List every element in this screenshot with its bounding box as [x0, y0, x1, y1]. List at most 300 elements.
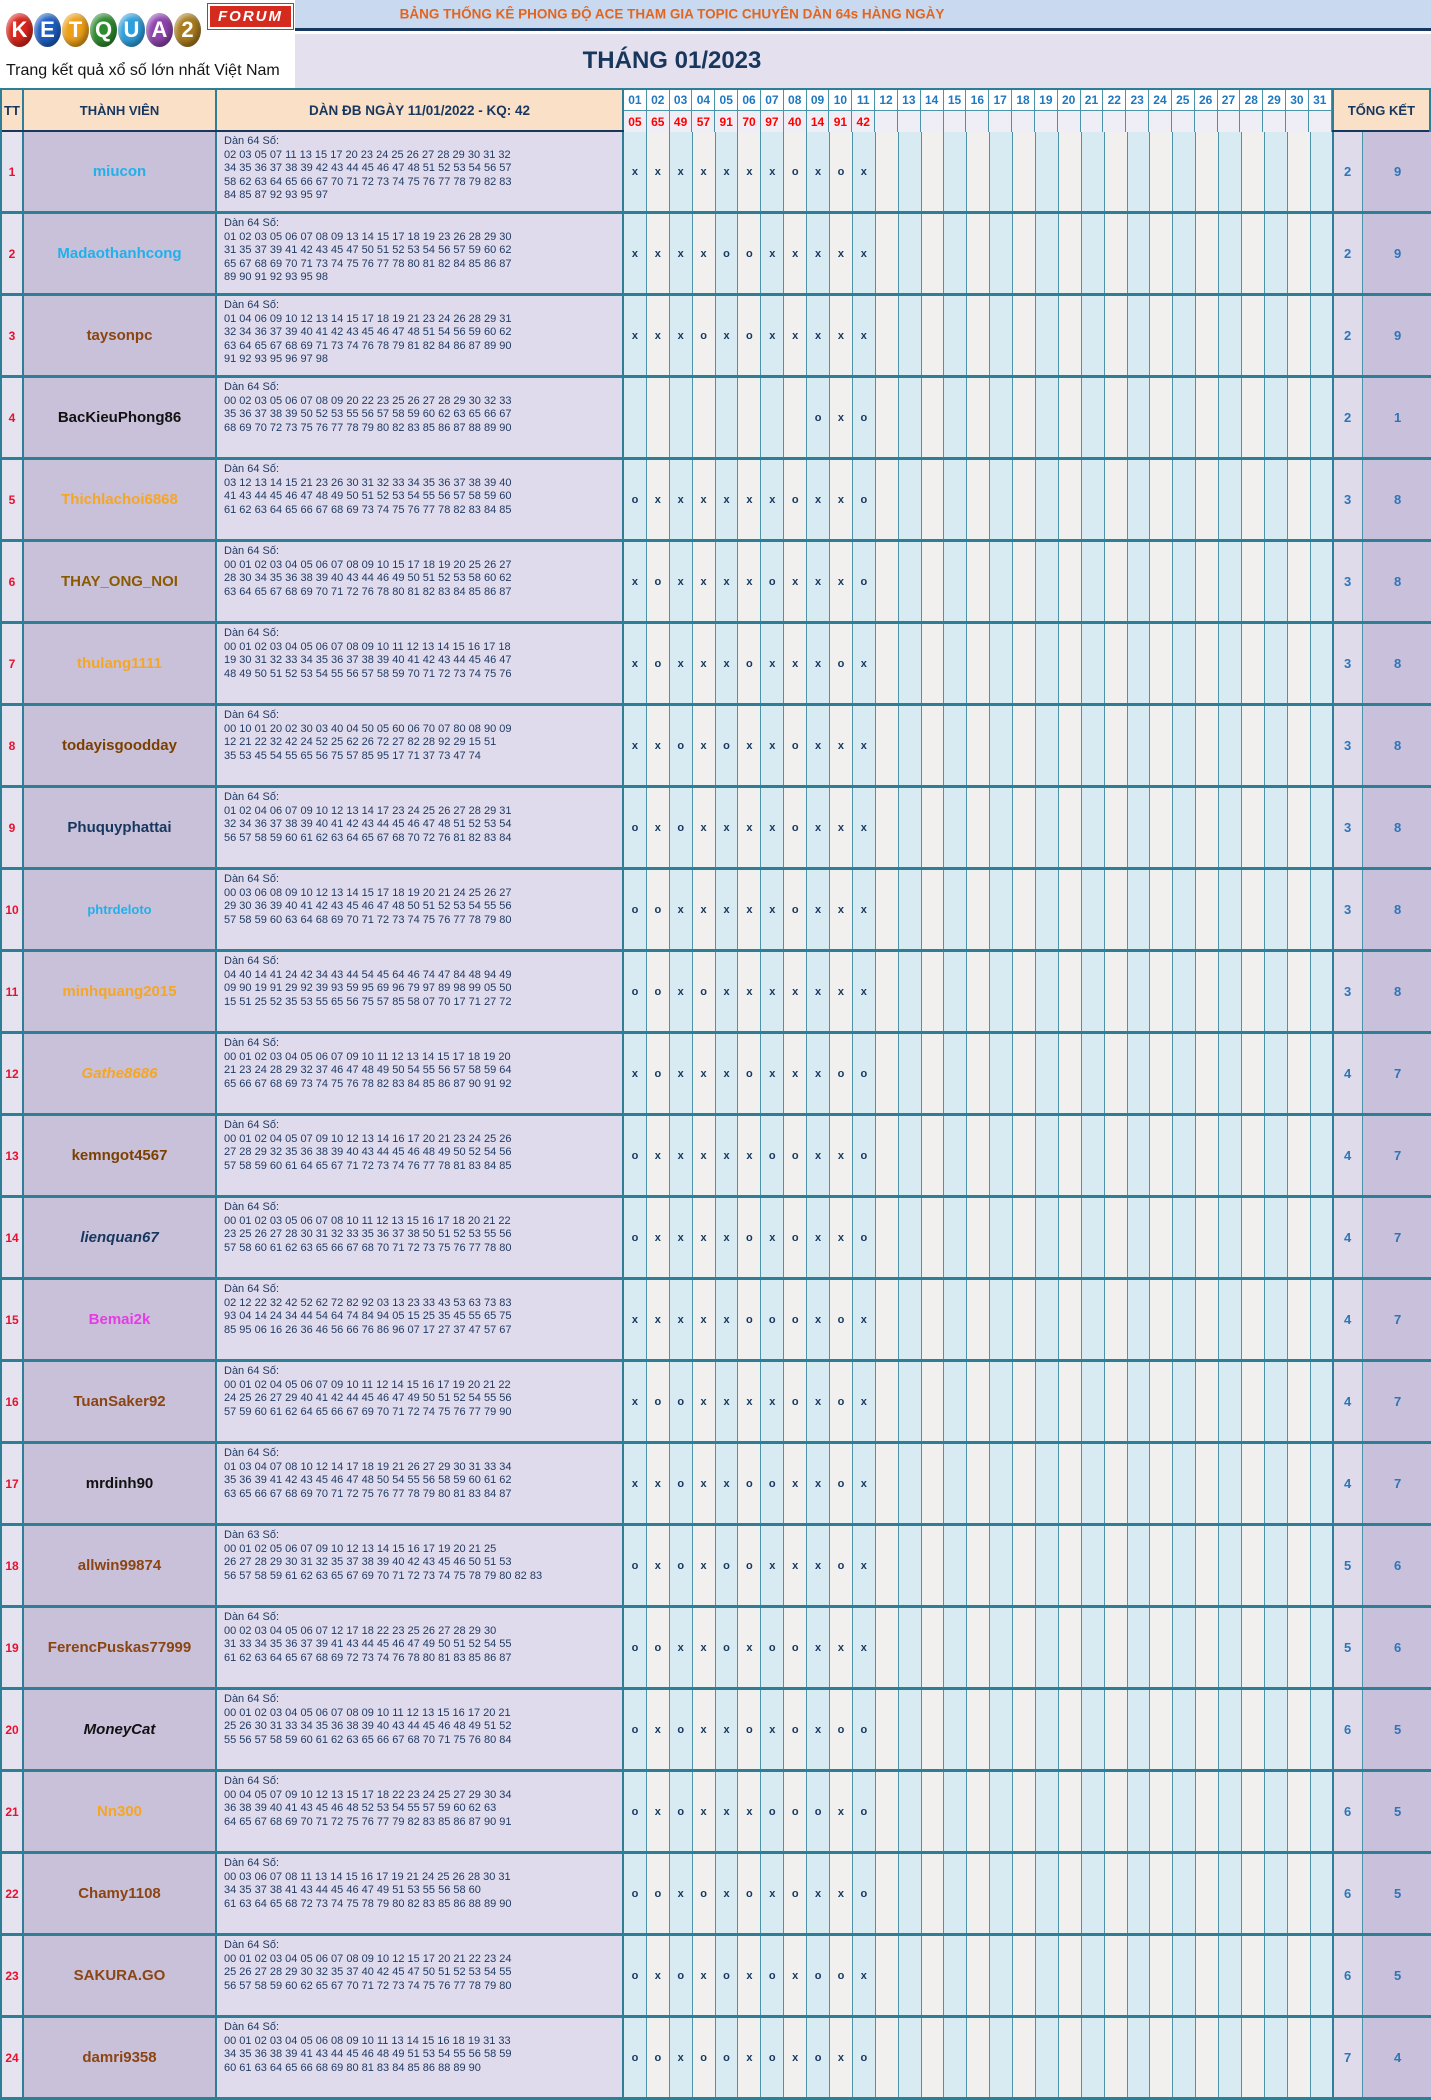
total-col1-value: 5	[1334, 1608, 1363, 1687]
member-name[interactable]: kemngot4567	[71, 1147, 168, 1164]
day-result-26	[1195, 111, 1218, 132]
mark-cell-day-28	[1242, 460, 1265, 539]
row-number: 10	[2, 870, 24, 949]
mark-cell-day-05: o	[716, 706, 739, 785]
day-header-27: 27	[1218, 90, 1241, 111]
mark-cell-day-10: x	[830, 214, 853, 293]
day-header-08: 08	[784, 90, 807, 111]
member-name[interactable]: Bemai2k	[88, 1311, 151, 1328]
mark-cell-day-08: o	[784, 870, 807, 949]
member-name[interactable]: Thichlachoi6868	[61, 491, 178, 508]
mark-cell-day-18	[1013, 870, 1036, 949]
mark-cell-day-25	[1173, 542, 1196, 621]
dan-line: 02 03 05 07 11 13 15 17 20 23 24 25 26 27 28 29 30 31 32	[224, 148, 511, 161]
mark-cell-day-27	[1219, 460, 1242, 539]
mark-cell-day-18	[1013, 460, 1036, 539]
mark-cell-day-08: x	[784, 624, 807, 703]
member-cell	[24, 1362, 217, 1441]
mark-cell-day-02: x	[647, 1772, 670, 1851]
mark-cell-day-19	[1036, 624, 1059, 703]
mark-cell-day-23	[1128, 1608, 1151, 1687]
mark-cell-day-07: x	[761, 1526, 784, 1605]
total-col1-value: 4	[1334, 1280, 1363, 1359]
mark-cell-day-06: o	[738, 296, 761, 375]
mark-cell-day-31	[1311, 706, 1334, 785]
mark-cell-day-10: x	[830, 1772, 853, 1851]
mark-cell-day-09: x	[807, 296, 830, 375]
mark-cell-day-11: x	[853, 1526, 876, 1605]
mark-cell-day-11: o	[853, 1034, 876, 1113]
dan-line: 61 62 63 64 65 66 67 68 69 73 74 75 76 77 78 82 83 84 85	[224, 503, 512, 516]
mark-cell-day-10: o	[830, 624, 853, 703]
mark-cell-day-14	[922, 542, 945, 621]
member-name[interactable]: MoneyCat	[83, 1721, 156, 1738]
mark-cell-day-08	[784, 378, 807, 457]
mark-cell-day-09: x	[807, 214, 830, 293]
mark-cell-day-10: o	[830, 132, 853, 211]
day-header-31: 31	[1309, 90, 1332, 111]
mark-cell-day-10: x	[830, 542, 853, 621]
mark-cell-day-20	[1059, 1034, 1082, 1113]
mark-cell-day-09: x	[807, 870, 830, 949]
mark-cell-day-26	[1196, 1280, 1219, 1359]
mark-cell-day-31	[1311, 1608, 1334, 1687]
dan-line: 93 04 14 24 34 44 54 64 74 84 94 05 15 25 35 45 55 65 75	[224, 1310, 512, 1323]
member-name[interactable]: BacKieuPhong86	[57, 409, 182, 426]
mark-cell-day-18	[1013, 1690, 1036, 1769]
mark-cell-day-26	[1196, 460, 1219, 539]
mark-cell-day-18	[1013, 296, 1036, 375]
mark-cell-day-15	[944, 870, 967, 949]
mark-cell-day-31	[1311, 1034, 1334, 1113]
dan-line: 04 40 14 41 24 42 34 43 44 54 45 64 46 74 47 84 48 94 49	[224, 968, 512, 981]
mark-cell-day-08: o	[784, 1690, 807, 1769]
mark-cell-day-07: o	[761, 1936, 784, 2015]
total-col2-value: 7	[1363, 1362, 1431, 1441]
member-name[interactable]: allwin99874	[77, 1557, 162, 1574]
mark-cell-day-26	[1196, 952, 1219, 1031]
dan-label: Dàn 64 Số:	[224, 217, 280, 229]
member-row	[2, 1690, 1429, 1772]
mark-cell-day-24	[1150, 1034, 1173, 1113]
mark-cell-day-23	[1128, 132, 1151, 211]
mark-cell-day-21	[1082, 542, 1105, 621]
mark-cell-day-25	[1173, 1362, 1196, 1441]
mark-cell-day-15	[944, 1198, 967, 1277]
mark-cell-day-30	[1288, 624, 1311, 703]
dan-line: 01 02 04 06 07 09 10 12 13 14 17 23 24 25 26 27 28 29 31	[224, 804, 512, 817]
mark-cell-day-09: x	[807, 1854, 830, 1933]
day-result-27	[1218, 111, 1241, 132]
mark-cell-day-21	[1082, 1854, 1105, 1933]
mark-cell-day-20	[1059, 378, 1082, 457]
mark-cell-day-06	[738, 378, 761, 457]
mark-cell-day-28	[1242, 952, 1265, 1031]
mark-cell-day-20	[1059, 1690, 1082, 1769]
mark-cell-day-30	[1288, 296, 1311, 375]
mark-cell-day-13	[899, 296, 922, 375]
day-result-30	[1286, 111, 1309, 132]
dan-line: 65 67 68 69 70 71 73 74 75 76 77 78 80 81 82 84 85 86 87	[224, 257, 512, 270]
mark-cell-day-03: x	[670, 1034, 693, 1113]
mark-cell-day-18	[1013, 952, 1036, 1031]
member-name[interactable]: Phuquyphattai	[67, 819, 172, 836]
banner-bar	[295, 0, 1431, 31]
mark-cell-day-11: x	[853, 870, 876, 949]
mark-cell-day-23	[1128, 624, 1151, 703]
mark-cell-day-24	[1150, 870, 1173, 949]
member-name[interactable]: TuanSaker92	[73, 1393, 166, 1410]
mark-cell-day-13	[899, 1772, 922, 1851]
mark-cell-day-02: x	[647, 706, 670, 785]
member-name[interactable]: miucon	[92, 163, 147, 180]
row-number: 8	[2, 706, 24, 785]
member-cell	[24, 870, 217, 949]
member-name[interactable]: minhquang2015	[62, 983, 177, 1000]
mark-cell-day-13	[899, 542, 922, 621]
mark-cell-day-05: x	[716, 1198, 739, 1277]
mark-cell-day-10: x	[830, 2018, 853, 2097]
dan-line: 27 28 29 32 35 36 38 39 40 43 44 45 46 48 49 50 52 54 56	[224, 1146, 512, 1159]
mark-cell-day-24	[1150, 1444, 1173, 1523]
mark-cell-day-18	[1013, 788, 1036, 867]
mark-cell-day-12	[876, 542, 899, 621]
mark-cell-day-16	[967, 1280, 990, 1359]
mark-cell-day-24	[1150, 296, 1173, 375]
mark-cell-day-19	[1036, 378, 1059, 457]
mark-cell-day-04: x	[693, 788, 716, 867]
member-name[interactable]: Nn300	[96, 1803, 143, 1820]
dan-line: 19 30 31 32 33 34 35 36 37 38 39 40 41 42 43 44 45 46 47	[224, 654, 512, 667]
mark-cell-day-08: o	[784, 1362, 807, 1441]
mark-cell-day-16	[967, 1444, 990, 1523]
mark-cell-day-14	[922, 1116, 945, 1195]
day-result-03: 49	[670, 111, 693, 132]
mark-cell-day-17	[990, 1362, 1013, 1441]
mark-cell-day-13	[899, 1198, 922, 1277]
mark-cell-day-09: x	[807, 624, 830, 703]
mark-cell-day-20	[1059, 296, 1082, 375]
mark-cell-day-12	[876, 1116, 899, 1195]
member-name[interactable]: Gathe8686	[81, 1065, 158, 1082]
mark-cell-day-22	[1105, 1444, 1128, 1523]
mark-cell-day-14	[922, 1198, 945, 1277]
mark-cell-day-09: x	[807, 132, 830, 211]
member-name[interactable]: todayisgoodday	[61, 737, 177, 754]
mark-cell-day-23	[1128, 2018, 1151, 2097]
mark-cell-day-02: x	[647, 214, 670, 293]
mark-cell-day-06: x	[738, 1608, 761, 1687]
row-number: 23	[2, 1936, 24, 2015]
row-number: 4	[2, 378, 24, 457]
dan-line: 61 63 64 65 68 72 73 74 75 78 79 80 82 83 85 86 88 89 90	[224, 1897, 512, 1910]
total-col2-value: 7	[1363, 1444, 1431, 1523]
day-result-07: 97	[761, 111, 784, 132]
mark-cell-day-27	[1219, 1854, 1242, 1933]
mark-cell-day-20	[1059, 460, 1082, 539]
member-cell	[24, 214, 217, 293]
mark-cell-day-26	[1196, 1690, 1219, 1769]
mark-cell-day-30	[1288, 132, 1311, 211]
mark-cell-day-13	[899, 706, 922, 785]
day-header-25: 25	[1172, 90, 1195, 111]
mark-cell-day-17	[990, 1690, 1013, 1769]
mark-cell-day-21	[1082, 460, 1105, 539]
mark-cell-day-06: o	[738, 1198, 761, 1277]
mark-cell-day-04: x	[693, 214, 716, 293]
dan-label: Dàn 64 Số:	[224, 1037, 280, 1049]
total-col2-value: 5	[1363, 1690, 1431, 1769]
mark-cell-day-20	[1059, 1854, 1082, 1933]
mark-cell-day-27	[1219, 1280, 1242, 1359]
mark-cell-day-30	[1288, 1690, 1311, 1769]
dan-label: Dàn 64 Số:	[224, 135, 280, 147]
mark-cell-day-16	[967, 624, 990, 703]
total-col2-value: 5	[1363, 1772, 1431, 1851]
mark-cell-day-26	[1196, 788, 1219, 867]
member-name[interactable]: lienquan67	[80, 1229, 159, 1246]
dan-label: Dàn 64 Số:	[224, 1693, 280, 1705]
member-name[interactable]: thulang1111	[76, 655, 163, 672]
mark-cell-day-14	[922, 1854, 945, 1933]
mark-cell-day-20	[1059, 1444, 1082, 1523]
day-header-16: 16	[966, 90, 989, 111]
total-col1-value: 2	[1334, 132, 1363, 211]
mark-cell-day-18	[1013, 706, 1036, 785]
member-name[interactable]: taysonpc	[86, 327, 153, 344]
row-number: 1	[2, 132, 24, 211]
total-col2-value: 4	[1363, 2018, 1431, 2097]
mark-cell-day-07: x	[761, 1854, 784, 1933]
mark-cell-day-17	[990, 1444, 1013, 1523]
dan-line: 57 58 59 60 61 64 65 67 71 72 73 74 76 77 78 81 83 84 85	[224, 1159, 512, 1172]
mark-cell-day-05: o	[716, 1608, 739, 1687]
mark-cell-day-10: x	[830, 870, 853, 949]
mark-cell-day-11: o	[853, 542, 876, 621]
mark-cell-day-20	[1059, 788, 1082, 867]
member-name[interactable]: THAY_ONG_NOI	[61, 573, 178, 590]
mark-cell-day-26	[1196, 1936, 1219, 2015]
total-col1-value: 6	[1334, 1690, 1363, 1769]
mark-cell-day-17	[990, 706, 1013, 785]
mark-cell-day-15	[944, 1362, 967, 1441]
day-header-22: 22	[1103, 90, 1126, 111]
day-header-09: 09	[807, 90, 830, 111]
mark-cell-day-27	[1219, 788, 1242, 867]
mark-cell-day-20	[1059, 952, 1082, 1031]
mark-cell-day-25	[1173, 1444, 1196, 1523]
mark-cell-day-05: x	[716, 788, 739, 867]
mark-cell-day-05: x	[716, 296, 739, 375]
dan-label: Dàn 64 Số:	[224, 1775, 280, 1787]
mark-cell-day-14	[922, 1280, 945, 1359]
member-row	[2, 1362, 1429, 1444]
member-cell	[24, 2018, 217, 2097]
mark-cell-day-30	[1288, 706, 1311, 785]
mark-cell-day-05: o	[716, 1526, 739, 1605]
mark-cell-day-31	[1311, 460, 1334, 539]
member-name[interactable]: damri9358	[82, 2049, 157, 2066]
logo-balls	[6, 4, 293, 56]
dan-line: 21 23 24 28 29 32 37 46 47 48 49 50 54 55 56 57 58 59 64	[224, 1064, 512, 1077]
mark-cell-day-11: o	[853, 1198, 876, 1277]
dan-line: 25 26 27 28 29 30 32 35 37 40 42 45 47 50 51 52 53 54 55	[224, 1966, 512, 1979]
member-name[interactable]: SAKURA.GO	[73, 1967, 166, 1984]
mark-cell-day-02: x	[647, 788, 670, 867]
member-name[interactable]: phtrdeloto	[87, 902, 152, 917]
dan-cell	[217, 1280, 624, 1359]
mark-cell-day-02: x	[647, 1116, 670, 1195]
day-header-02: 02	[647, 90, 670, 111]
mark-cell-day-21	[1082, 1362, 1105, 1441]
total-col1-value: 7	[1334, 2018, 1363, 2097]
dan-label: Dàn 64 Số:	[224, 1119, 280, 1131]
mark-cell-day-07: x	[761, 132, 784, 211]
mark-cell-day-20	[1059, 132, 1082, 211]
member-row	[2, 378, 1429, 460]
mark-cell-day-11: x	[853, 706, 876, 785]
mark-cell-day-16	[967, 1526, 990, 1605]
mark-cell-day-23	[1128, 1116, 1151, 1195]
day-result-21	[1081, 111, 1104, 132]
mark-cell-day-31	[1311, 132, 1334, 211]
dan-line: 09 90 19 91 29 92 39 93 59 95 69 96 79 97 89 98 99 05 50	[224, 982, 512, 995]
header-dan: DÀN ĐB NGÀY 11/01/2022 - KQ: 42	[217, 90, 624, 130]
mark-cell-day-14	[922, 460, 945, 539]
mark-cell-day-25	[1173, 952, 1196, 1031]
mark-cell-day-01: x	[624, 624, 647, 703]
member-row	[2, 1936, 1429, 2018]
member-name[interactable]: FerencPuskas77999	[47, 1639, 192, 1656]
mark-cell-day-17	[990, 460, 1013, 539]
total-col1-value: 2	[1334, 214, 1363, 293]
mark-cell-day-01: o	[624, 1116, 647, 1195]
mark-cell-day-27	[1219, 1608, 1242, 1687]
mark-cell-day-09: x	[807, 542, 830, 621]
mark-cell-day-28	[1242, 1116, 1265, 1195]
mark-cell-day-25	[1173, 1772, 1196, 1851]
mark-cell-day-17	[990, 296, 1013, 375]
mark-cell-day-04: x	[693, 1362, 716, 1441]
mark-cell-day-15	[944, 1526, 967, 1605]
mark-cell-day-08: x	[784, 1526, 807, 1605]
mark-cell-day-30	[1288, 952, 1311, 1031]
mark-cell-day-06: x	[738, 1936, 761, 2015]
mark-cell-day-14	[922, 296, 945, 375]
mark-cell-day-21	[1082, 788, 1105, 867]
mark-cell-day-13	[899, 870, 922, 949]
mark-cell-day-16	[967, 788, 990, 867]
mark-cell-day-10: x	[830, 296, 853, 375]
dan-line: 12 21 22 32 42 24 52 25 62 26 72 27 82 28 92 29 15 51	[224, 736, 497, 749]
mark-cell-day-27	[1219, 1936, 1242, 2015]
mark-cell-day-04: o	[693, 296, 716, 375]
mark-cell-day-23	[1128, 1772, 1151, 1851]
mark-cell-day-09: o	[807, 1772, 830, 1851]
mark-cell-day-16	[967, 1772, 990, 1851]
member-row	[2, 132, 1429, 214]
mark-cell-day-20	[1059, 1772, 1082, 1851]
mark-cell-day-11: x	[853, 952, 876, 1031]
dan-line: 00 01 02 03 04 05 06 08 09 10 11 13 14 15 16 18 19 31 33	[224, 2034, 511, 2047]
mark-cell-day-26	[1196, 378, 1219, 457]
mark-cell-day-06: o	[738, 1690, 761, 1769]
dan-line: 57 59 60 61 62 64 65 66 67 69 70 71 72 74 75 76 77 79 90	[224, 1405, 512, 1418]
mark-cell-day-16	[967, 1198, 990, 1277]
day-result-29	[1263, 111, 1286, 132]
mark-cell-day-15	[944, 1772, 967, 1851]
mark-cell-day-11: x	[853, 214, 876, 293]
mark-cell-day-30	[1288, 1526, 1311, 1605]
mark-cell-day-09: x	[807, 1362, 830, 1441]
mark-cell-day-07: o	[761, 1280, 784, 1359]
total-col2-value: 7	[1363, 1280, 1431, 1359]
mark-cell-day-17	[990, 1772, 1013, 1851]
mark-cell-day-08: o	[784, 132, 807, 211]
mark-cell-day-25	[1173, 1034, 1196, 1113]
mark-cell-day-10: o	[830, 1936, 853, 2015]
mark-cell-day-28	[1242, 542, 1265, 621]
mark-cell-day-16	[967, 1116, 990, 1195]
mark-cell-day-28	[1242, 870, 1265, 949]
mark-cell-day-31	[1311, 1444, 1334, 1523]
mark-cell-day-20	[1059, 1116, 1082, 1195]
dan-line: 00 02 03 05 06 07 08 09 20 22 23 25 26 27 28 29 30 32 33	[224, 394, 512, 407]
mark-cell-day-13	[899, 952, 922, 1031]
mark-cell-day-08: o	[784, 1608, 807, 1687]
dan-cell	[217, 1772, 624, 1851]
mark-cell-day-24	[1150, 1362, 1173, 1441]
mark-cell-day-28	[1242, 1280, 1265, 1359]
member-name[interactable]: Madaothanhcong	[57, 245, 182, 262]
member-row	[2, 1116, 1429, 1198]
member-name[interactable]: Chamy1108	[78, 1885, 161, 1902]
mark-cell-day-13	[899, 214, 922, 293]
dan-line: 61 62 63 64 65 67 68 69 72 73 74 76 78 80 81 83 85 86 87	[224, 1651, 512, 1664]
mark-cell-day-31	[1311, 378, 1334, 457]
dan-line: 00 02 03 04 05 06 07 12 17 18 22 23 25 26 27 28 29 30	[224, 1624, 497, 1637]
mark-cell-day-09: x	[807, 1280, 830, 1359]
table-header-row	[2, 90, 1429, 132]
mark-cell-day-23	[1128, 1526, 1151, 1605]
mark-cell-day-29	[1265, 378, 1288, 457]
mark-cell-day-08: x	[784, 2018, 807, 2097]
mark-cell-day-25	[1173, 2018, 1196, 2097]
mark-cell-day-22	[1105, 1936, 1128, 2015]
mark-cell-day-11: o	[853, 1854, 876, 1933]
mark-cell-day-23	[1128, 1362, 1151, 1441]
mark-cell-day-29	[1265, 788, 1288, 867]
mark-cell-day-03: x	[670, 214, 693, 293]
day-header-04: 04	[692, 90, 715, 111]
mark-cell-day-22	[1105, 2018, 1128, 2097]
mark-cell-day-02: x	[647, 132, 670, 211]
mark-cell-day-25	[1173, 214, 1196, 293]
mark-cell-day-03: x	[670, 2018, 693, 2097]
site-logo[interactable]	[0, 0, 295, 88]
dan-line: 35 53 45 54 55 65 56 75 57 85 95 17 71 37 73 47 74	[224, 749, 481, 762]
mark-cell-day-12	[876, 296, 899, 375]
mark-cell-day-23	[1128, 870, 1151, 949]
dan-line: 60 61 63 64 65 66 68 69 80 81 83 84 85 86 88 89 90	[224, 2061, 481, 2074]
mark-cell-day-02: o	[647, 1608, 670, 1687]
mark-cell-day-11: x	[853, 1280, 876, 1359]
member-name[interactable]: mrdinh90	[85, 1475, 154, 1492]
dan-line: 34 35 37 38 41 43 44 45 46 47 49 51 53 55 56 58 60	[224, 1884, 481, 1897]
mark-cell-day-18	[1013, 1362, 1036, 1441]
mark-cell-day-14	[922, 1526, 945, 1605]
day-header-24: 24	[1149, 90, 1172, 111]
